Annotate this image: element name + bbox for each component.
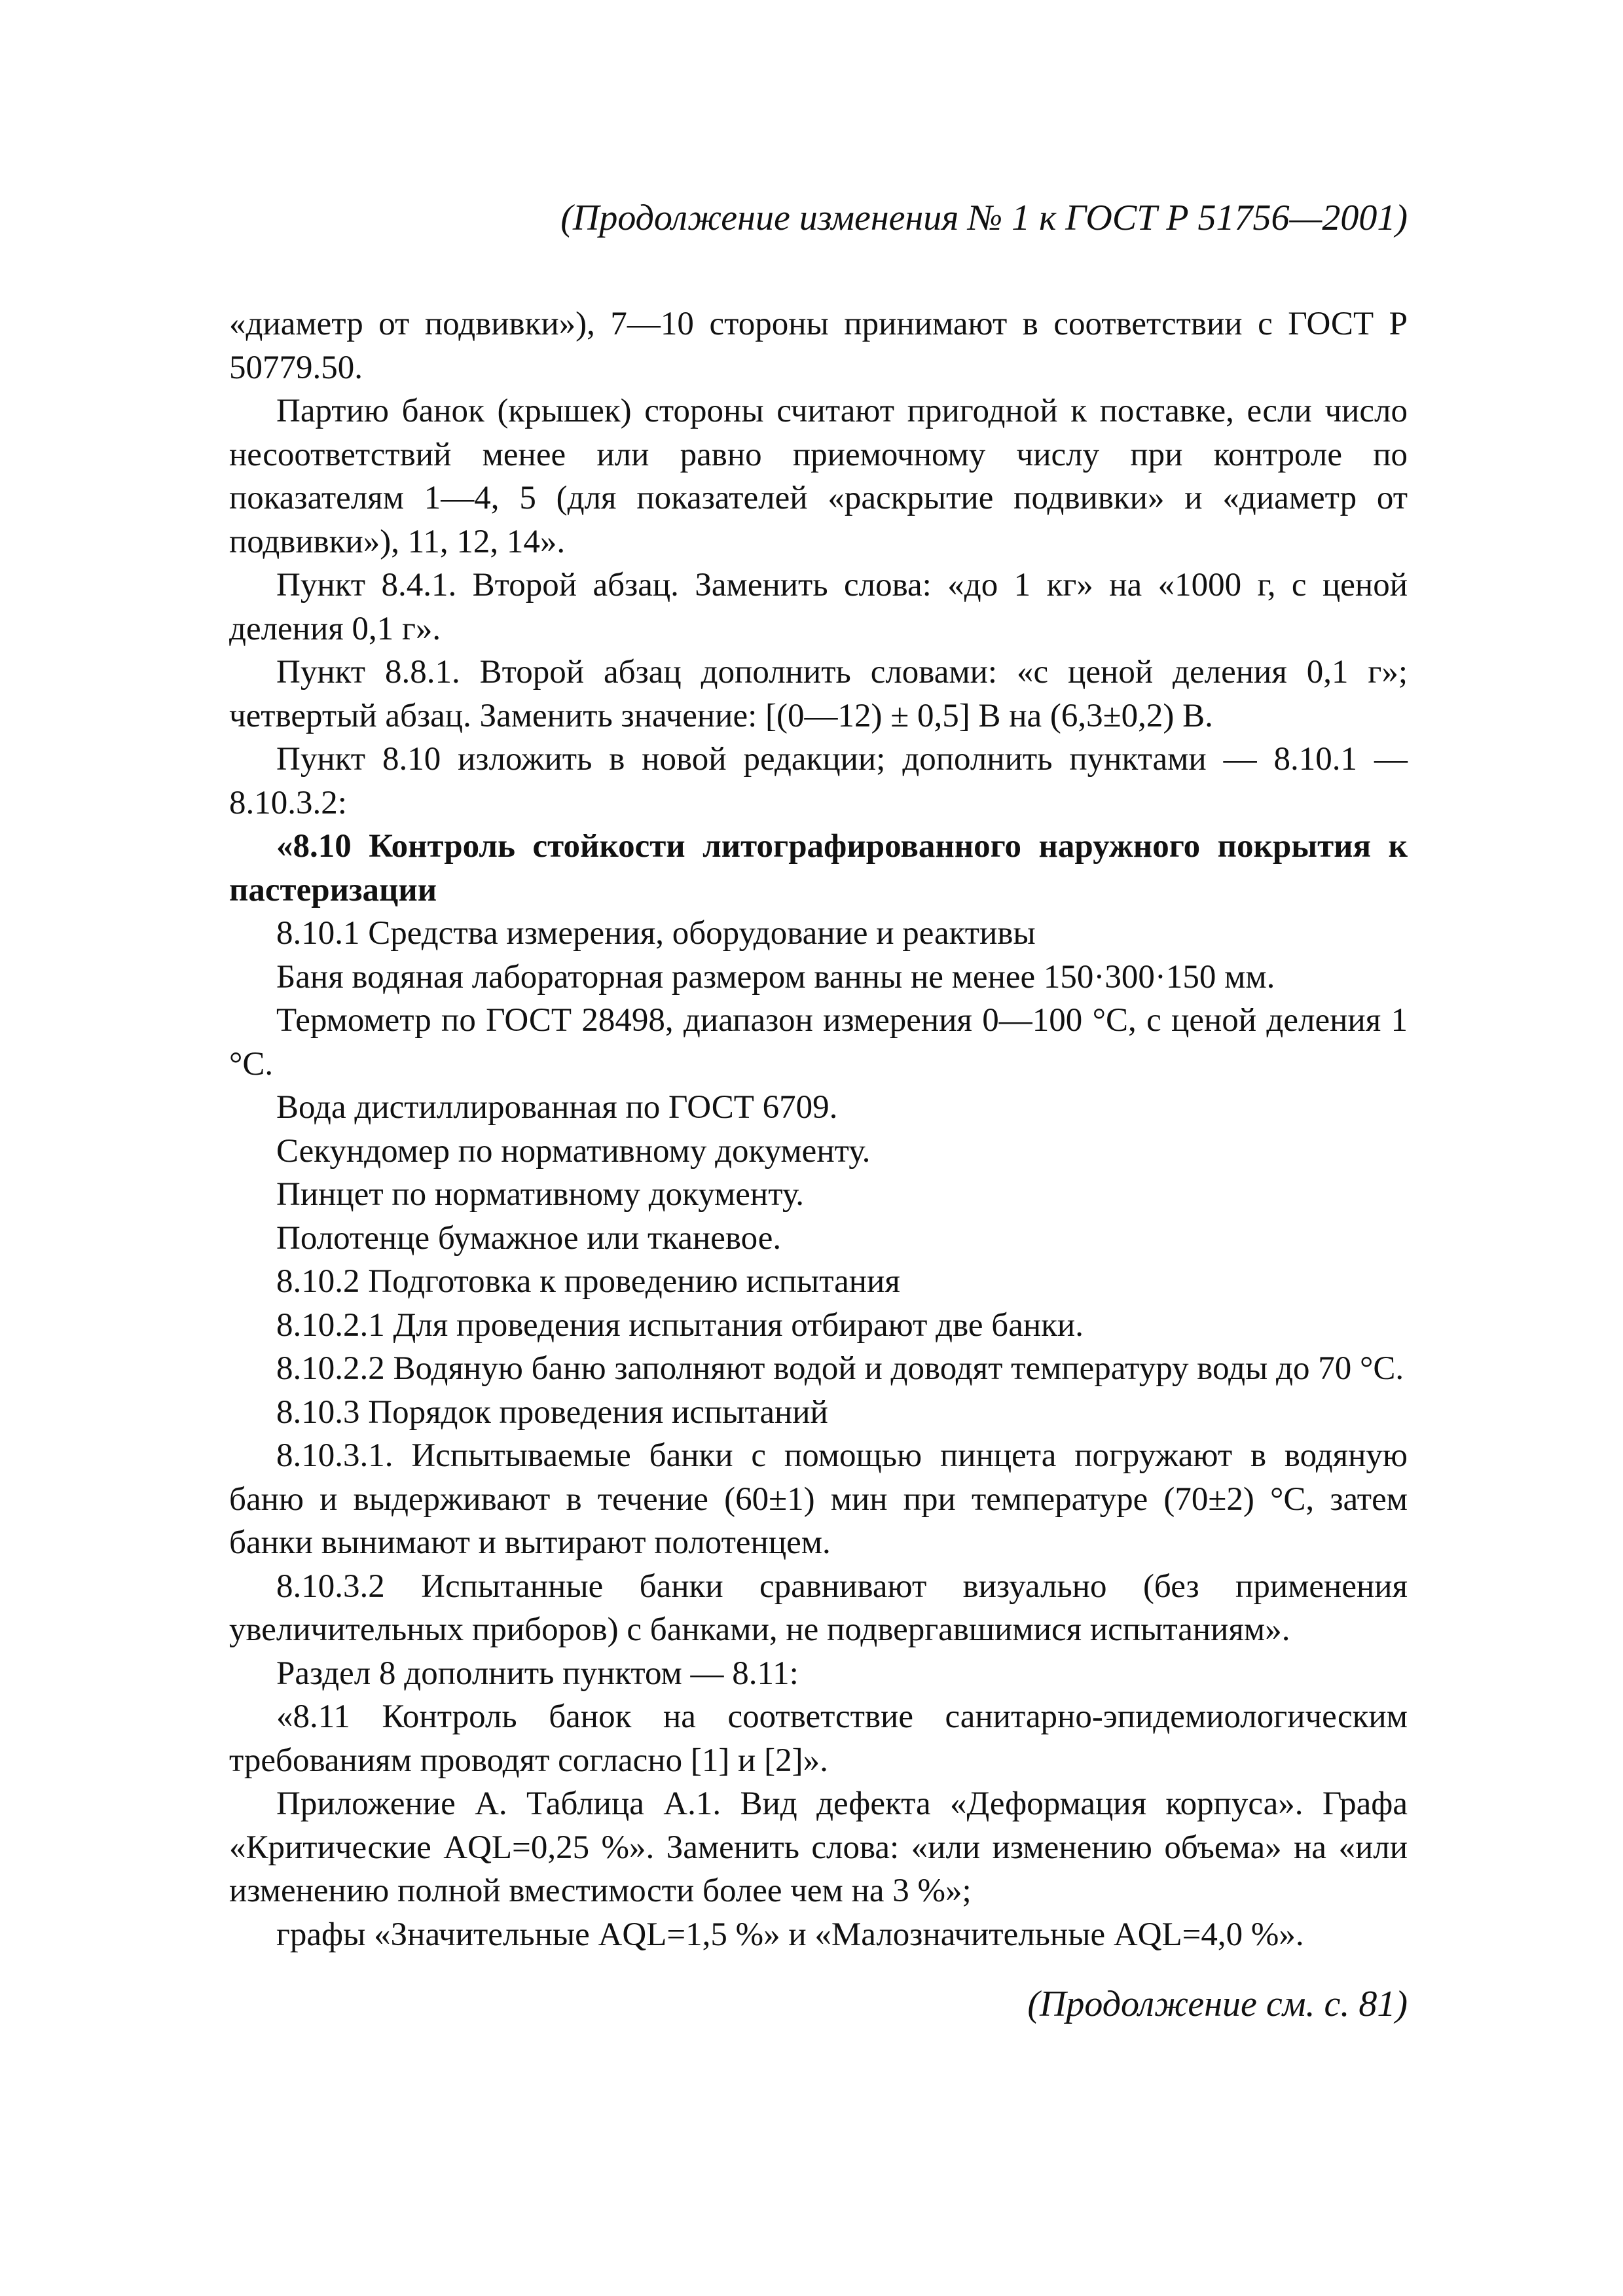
paragraph: 8.10.3 Порядок проведения испытаний xyxy=(276,1393,828,1431)
paragraph: Приложение А. Таблица А.1. Вид дефекта «Деформация корпуса». Графа «Критические AQL=0,25 %». Заменить слова: «или изменению объема» на «или изменению полной вместимости более чем на 3 %»; xyxy=(229,1785,1408,1909)
paragraph: Вода дистиллированная по ГОСТ 6709. xyxy=(276,1089,838,1126)
section-heading: «8.10 Контроль стойкости литографированного наружного покрытия к пастеризации xyxy=(229,828,1408,908)
paragraph: 8.10.3.1. Испытываемые банки с помощью пинцета погружают в водяную баню и выдерживают в течение (60±1) мин при температуре (70±2) °С, затем банки вынимают и вытирают полотенцем. xyxy=(229,1437,1408,1561)
paragraph: Пункт 8.8.1. Второй абзац дополнить словами: «с ценой деления 0,1 г»; четвертый абзац. Заменить значение: [(0—12) ± 0,5] В на (6,3±0,2) В. xyxy=(229,654,1408,734)
paragraph: 8.10.3.2 Испытанные банки сравнивают визуально (без применения увеличительных приборов) с банками, не подвергавшимися испытаниям». xyxy=(229,1568,1408,1648)
paragraph: Полотенце бумажное или тканевое. xyxy=(276,1219,782,1257)
paragraph: 8.10.2.1 Для проведения испытания отбирают две банки. xyxy=(276,1306,1084,1344)
paragraph: Баня водяная лабораторная размером ванны не менее 150·300·150 мм. xyxy=(276,958,1275,996)
paragraph: «8.11 Контроль банок на соответствие санитарно-эпидемиологическим требованиям проводят согласно [1] и [2]». xyxy=(229,1698,1408,1779)
paragraph: Секундомер по нормативному документу. xyxy=(276,1132,871,1170)
paragraph: Раздел 8 дополнить пунктом — 8.11: xyxy=(276,1655,799,1692)
paragraph: графы «Значительные AQL=1,5 %» и «Малозначительные AQL=4,0 %». xyxy=(276,1916,1304,1953)
paragraph: Пункт 8.10 изложить в новой редакции; дополнить пунктами — 8.10.1 —8.10.3.2: xyxy=(229,741,1408,821)
continuation-header: (Продолжение изменения № 1 к ГОСТ Р 51756—2001) xyxy=(560,198,1408,238)
paragraph: 8.10.1 Средства измерения, оборудование и реактивы xyxy=(276,915,1036,952)
document-page xyxy=(229,196,1408,2026)
paragraph: 8.10.2.2 Водяную баню заполняют водой и доводят температуру воды до 70 °С. xyxy=(276,1350,1404,1387)
paragraph: 8.10.2 Подготовка к проведению испытания xyxy=(276,1263,900,1300)
paragraph: Пинцет по нормативному документу. xyxy=(276,1176,804,1213)
paragraph: Пункт 8.4.1. Второй абзац. Заменить слова: «до 1 кг» на «1000 г, с ценой деления 0,1 г». xyxy=(229,567,1408,647)
paragraph: Партию банок (крышек) стороны считают пригодной к поставке, если число несоответствий менее или равно приемочному числу при контроле по показателям 1—4, 5 (для показателей «раскрытие подвивки» и «диаметр от подвивки»), 11, 12, 14». xyxy=(229,393,1408,560)
continuation-footer: (Продолжение см. с. 81) xyxy=(1027,1984,1408,2024)
paragraph: Термометр по ГОСТ 28498, диапазон измерения 0—100 °С, с ценой деления 1 °С. xyxy=(229,1002,1408,1083)
paragraph: «диаметр от подвивки»), 7—10 стороны принимают в соответствии с ГОСТ Р 50779.50. xyxy=(229,306,1408,386)
